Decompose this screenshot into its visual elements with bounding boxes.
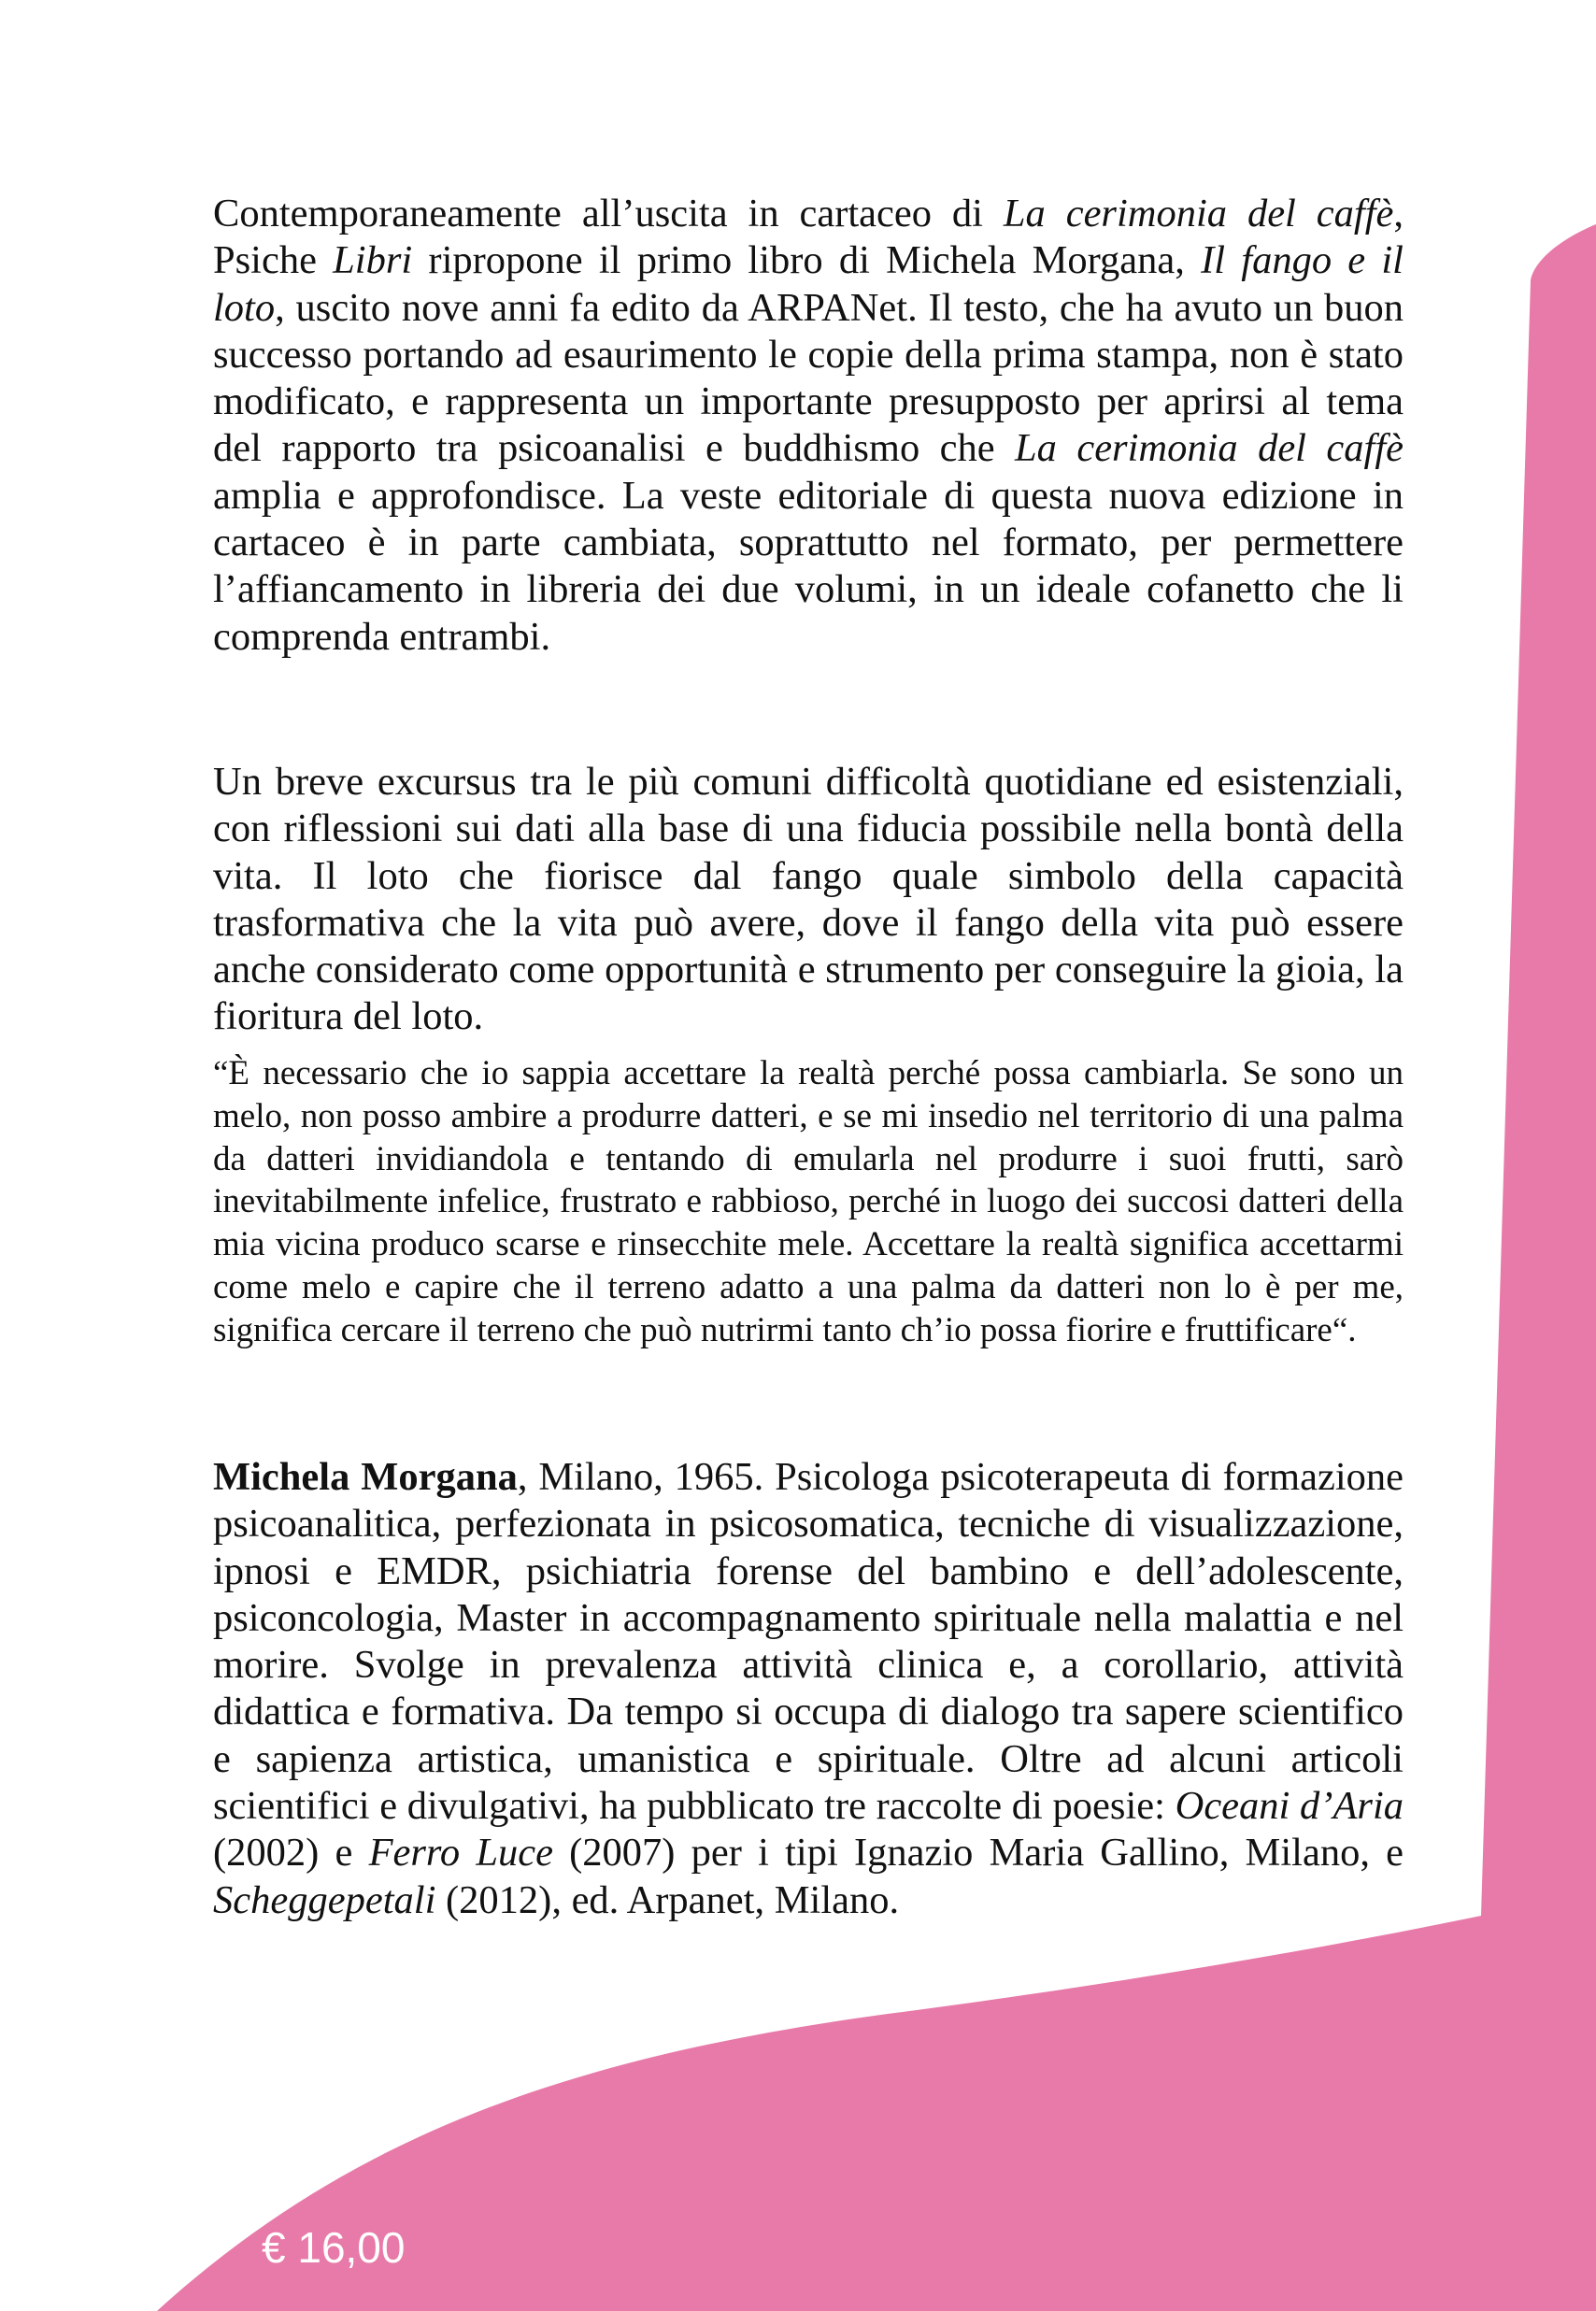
intro-section bbox=[213, 191, 1404, 661]
work-title-oceani: Oceani d’Aria bbox=[1175, 1784, 1404, 1829]
book-title-fango-loto: Il fango e il loto bbox=[213, 238, 1404, 330]
work-title-scheggepetali: Scheggepetali bbox=[213, 1877, 436, 1922]
author-bio-section bbox=[213, 1454, 1404, 1924]
book-title-cerimonia: La cerimonia del caffè bbox=[1003, 192, 1394, 235]
intro-text-1: Contemporaneamente all’uscita in cartaceo di bbox=[213, 192, 1004, 235]
publisher-libri: Libri bbox=[333, 238, 413, 283]
intro-text-4: , uscito nove anni fa edito da ARPANet. Il testo, che ha avuto un buon successo portando ad esaurimento le copie della prima stampa, non è stato modificato, e rappresenta un importante presupposto per aprirsi al tema del rapporto tra psicoanalisi e buddhismo che bbox=[213, 285, 1404, 471]
intro-text-3: ripropone il primo libro di Michela Morgana, bbox=[412, 238, 1202, 283]
bio-text-4: (2012), ed. Arpanet, Milano. bbox=[435, 1877, 900, 1922]
intro-text-2: , Psiche bbox=[213, 192, 1404, 283]
summary-section bbox=[213, 759, 1404, 1041]
bio-text-2: (2002) e bbox=[213, 1831, 369, 1876]
price-label: € 16,00 bbox=[262, 2223, 406, 2272]
intro-text-5: amplia e approfondisce. La veste editoriale di questa nuova edizione in cartaceo è in parte cambiata, soprattutto nel formato, per permettere l’affiancamento in libreria dei due volumi, in un ideale cofanetto che li comprenda entrambi. bbox=[213, 473, 1404, 659]
author-name: Michela Morgana bbox=[213, 1455, 518, 1499]
summary-paragraph: Un breve excursus tra le più comuni difficoltà quotidiane ed esistenziali, con riflessioni sui dati alla base di una fiducia possibile nella bontà della vita. Il loto che fiorisce dal fango quale simbolo della capacità trasformativa che la vita può avere, dove il fango della vita può essere anche considerato come opportunità e strumento per conseguire la gioia, la fioritura del loto. bbox=[213, 760, 1404, 1039]
intro-paragraph bbox=[213, 191, 1404, 661]
bio-text-3: (2007) per i tipi Ignazio Maria Gallino, Milano, e bbox=[552, 1831, 1404, 1876]
book-title-cerimonia-2: La cerimonia del caffè bbox=[1015, 426, 1404, 471]
work-title-ferro-luce: Ferro Luce bbox=[368, 1831, 553, 1876]
quote-paragraph: “È necessario che io sappia accettare la realtà perché possa cambiarla. Se sono un melo, non posso ambire a produrre datteri, e se mi insedio nel territorio di una palma da datteri invidiandola e tentando di emularla nel produrre i suoi frutti, sarò inevitabilmente infelice, frustrato e rabbioso, perché in luogo dei succosi datteri della mia vicina produco scarse e rinsecchite mele. Accettare la realtà significa accettarmi come melo e capire che il terreno adatto a una palma da datteri non lo è per me, significa cercare il terreno che può nutrirmi tanto ch’io possa fiorire e fruttificare“. bbox=[213, 1054, 1404, 1349]
bio-text-1: , Milano, 1965. Psicologa psicoterapeuta di formazione psicoanalitica, perfezionata in psicosomatica, tecniche di visualizzazione, ipnosi e EMDR, psichiatria forense del bambino e dell’adolescente, psiconcologia, Master in accompagnamento spirituale nella malattia e nel morire. Svolge in prevalenza attività clinica e, a corollario, attività didattica e formativa. Da tempo si occupa di dialogo tra sapere scientifico e sapienza artistica, umanistica e spirituale. Oltre ad alcuni articoli scientifici e divulgativi, ha pubblicato tre raccolte di poesie: bbox=[213, 1455, 1404, 1829]
quote-section bbox=[213, 1052, 1404, 1352]
author-bio-paragraph bbox=[213, 1454, 1404, 1924]
